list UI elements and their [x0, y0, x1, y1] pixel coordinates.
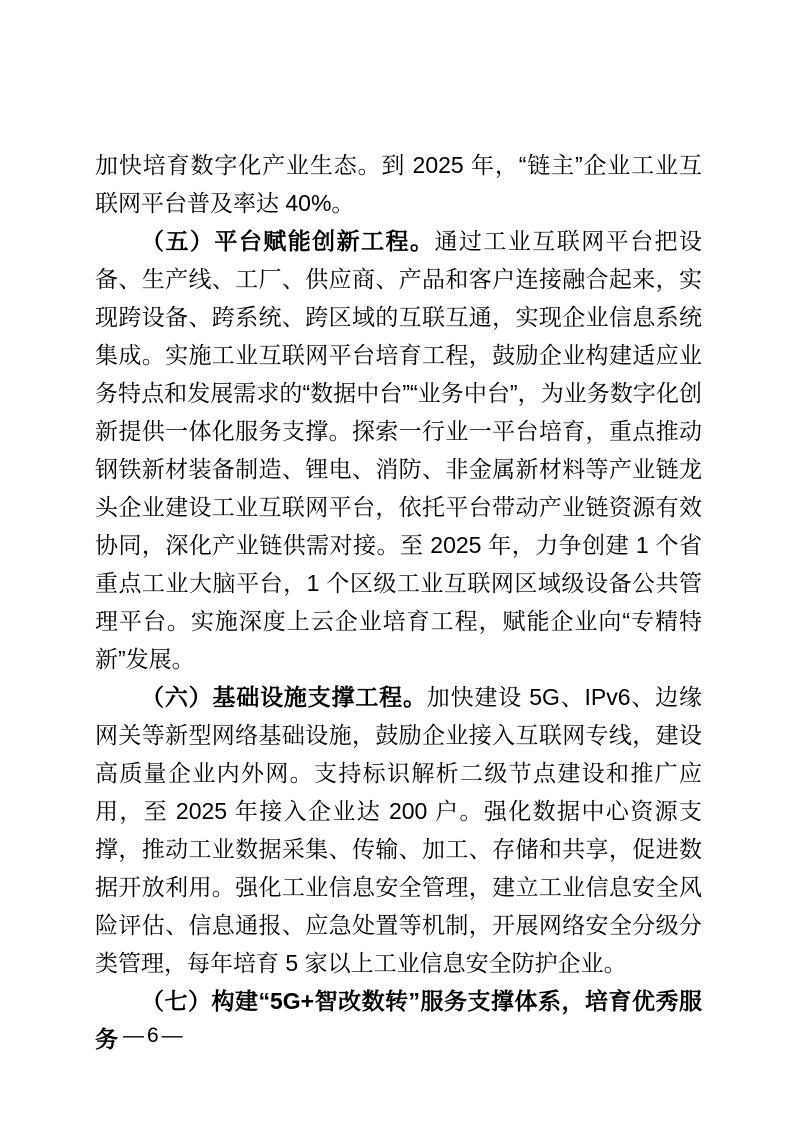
paragraph-continuation-text: 加快培育数字化产业生态。到 2025 年，“链主”企业工业互联网平台普及率达 40%。	[95, 152, 702, 216]
section-6-text: 加快建设 5G、IPv6、边缘网关等新型网络基础设施，鼓励企业接入互联网专线，建设高质量企业内外网。支持标识解析二级节点建设和推广应用，至 2025 年接入企业达 200 户。强化数据中心资源支撑，推动工业数据采集、传输、加工、存储和共享，促进数据开放利用。强化工业信息安全管理，建立工业信息安全风险评估、信息通报、应急处置等机制，开展网络安全分级分类管理，每年培育 5 家以上工业信息安全防护企业。	[95, 684, 702, 976]
section-5-heading: （五）平台赋能创新工程。	[141, 228, 435, 254]
paragraph-section-6	[95, 678, 702, 982]
document-body	[95, 146, 702, 1058]
page-number	[123, 1024, 186, 1048]
section-7-heading: （七）构建“5G+智改数转”服务支撑体系，培育优秀服务	[95, 988, 702, 1052]
paragraph-section-7	[95, 982, 702, 1058]
page-number-label: —6—	[123, 1024, 186, 1047]
paragraph-section-5	[95, 222, 702, 678]
section-5-text: 通过工业互联网平台把设备、生产线、工厂、供应商、产品和客户连接融合起来，实现跨设备、跨系统、跨区域的互联互通，实现企业信息系统集成。实施工业互联网平台培育工程，鼓励企业构建适应业务特点和发展需求的“数据中台”“业务中台”，为业务数字化创新提供一体化服务支撑。探索一行业一平台培育，重点推动钢铁新材装备制造、锂电、消防、非金属新材料等产业链龙头企业建设工业互联网平台，依托平台带动产业链资源有效协同，深化产业链供需对接。至 2025 年，力争创建 1 个省重点工业大脑平台，1 个区级工业互联网区域级设备公共管理平台。实施深度上云企业培育工程，赋能企业向“专精特新”发展。	[95, 228, 703, 672]
paragraph-continuation	[95, 146, 702, 222]
section-6-heading: （六）基础设施支撑工程。	[141, 684, 427, 710]
